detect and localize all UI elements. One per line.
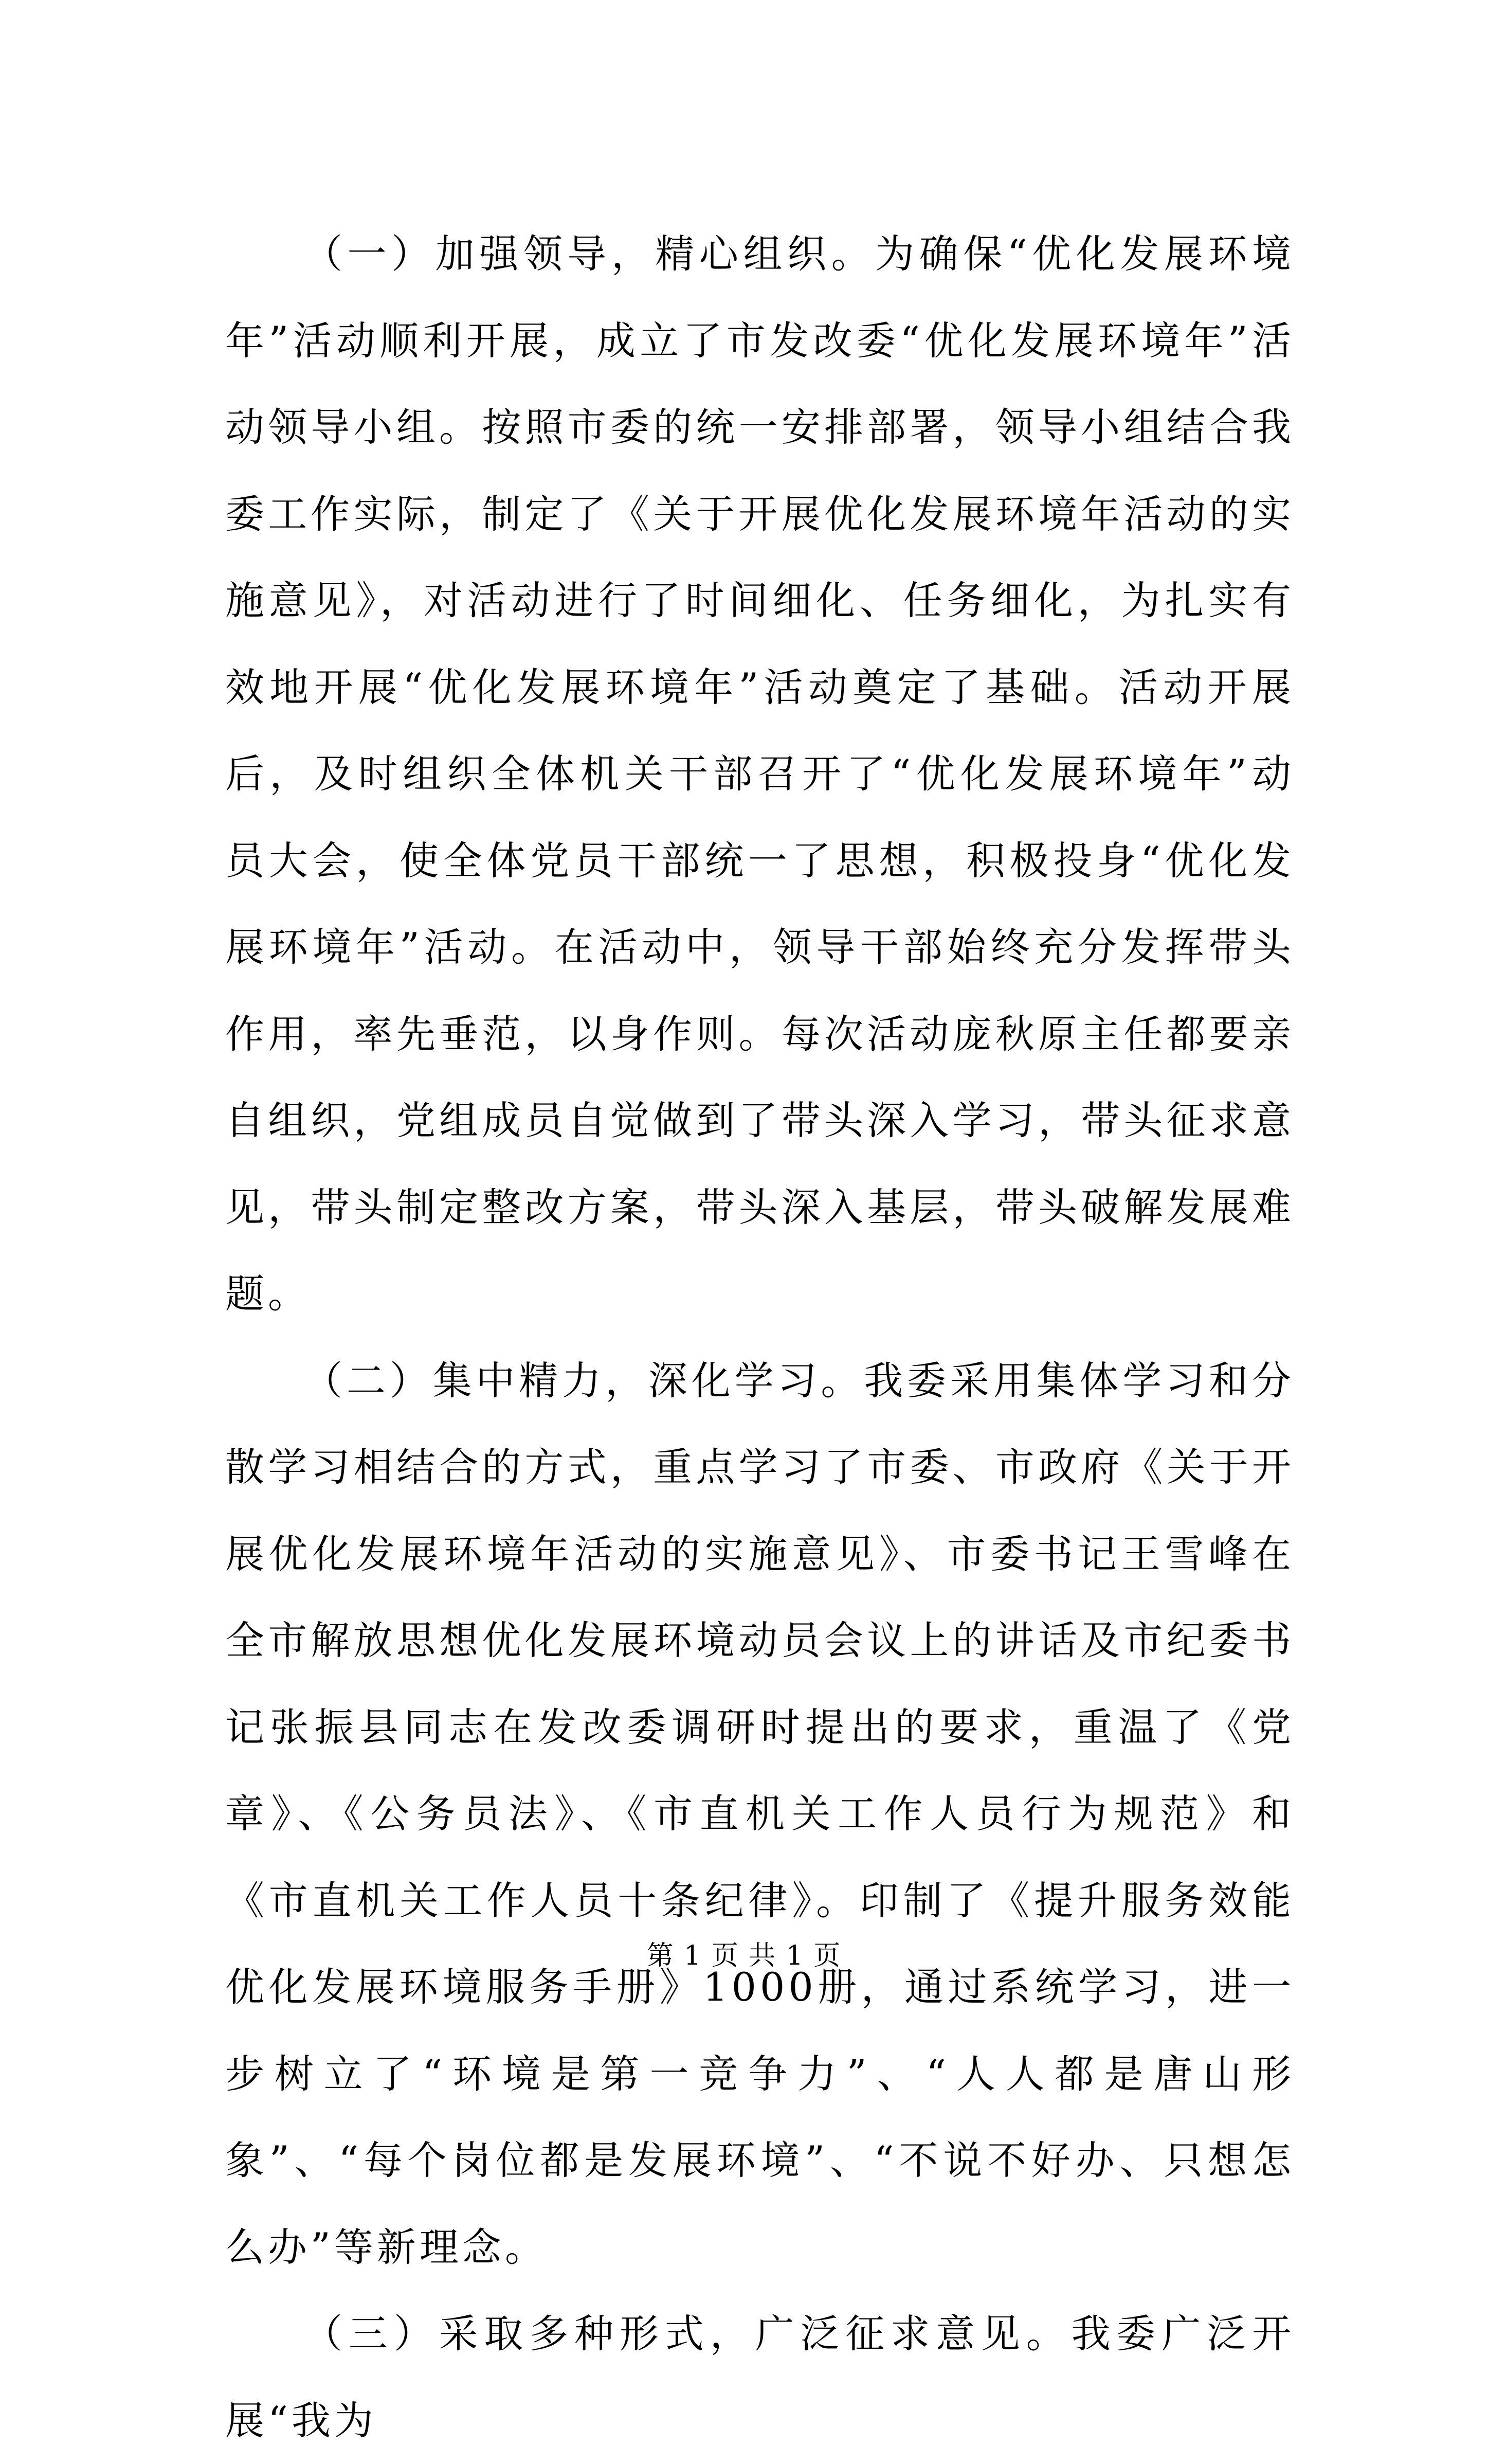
paragraph-3: （三）采取多种形式，广泛征求意见。我委广泛开展“我为: [225, 2311, 1295, 2443]
paragraph-2: （二）集中精力，深化学习。我委采用集体学习和分散学习相结合的方式，重点学习了市委、市政府《关于开展优化发展环境年活动的实施意见》、市委书记王雪峰在全市解放思想优化发展环境动员会议上的讲话及市纪委书记张振县同志在发改委调研时提出的要求，重温了《党章》、《公务员法》、《市直机关工作人员行为规范》和《市直机关工作人员十条纪律》。印制了《提升服务效能优化发展环境服务手册》1000册，通过系统学习，进一步树立了“环境是第一竞争力”、“人人都是唐山形象”、“每个岗位都是发展环境”、“不说不好办、只想怎么办”等新理念。: [225, 1357, 1295, 2270]
page-footer: 第 1 页 共 1 页: [646, 1940, 842, 1971]
document-body: [225, 211, 1295, 2464]
paragraph-1: （一）加强领导，精心组织。为确保“优化发展环境年”活动顺利开展，成立了市发改委“优化发展环境年”活动领导小组。按照市委的统一安排部署，领导小组结合我委工作实际，制定了《关于开展优化发展环境年活动的实施意见》，对活动进行了时间细化、任务细化，为扎实有效地开展“优化发展环境年”活动奠定了基础。活动开展后，及时组织全体机关干部召开了“优化发展环境年”动员大会，使全体党员干部统一了思想，积极投身“优化发展环境年”活动。在活动中，领导干部始终充分发挥带头作用，率先垂范，以身作则。每次活动庞秋原主任都要亲自组织，党组成员自觉做到了带头深入学习，带头征求意见，带头制定整改方案，带头深入基层，带头破解发展难题。: [225, 231, 1295, 1317]
